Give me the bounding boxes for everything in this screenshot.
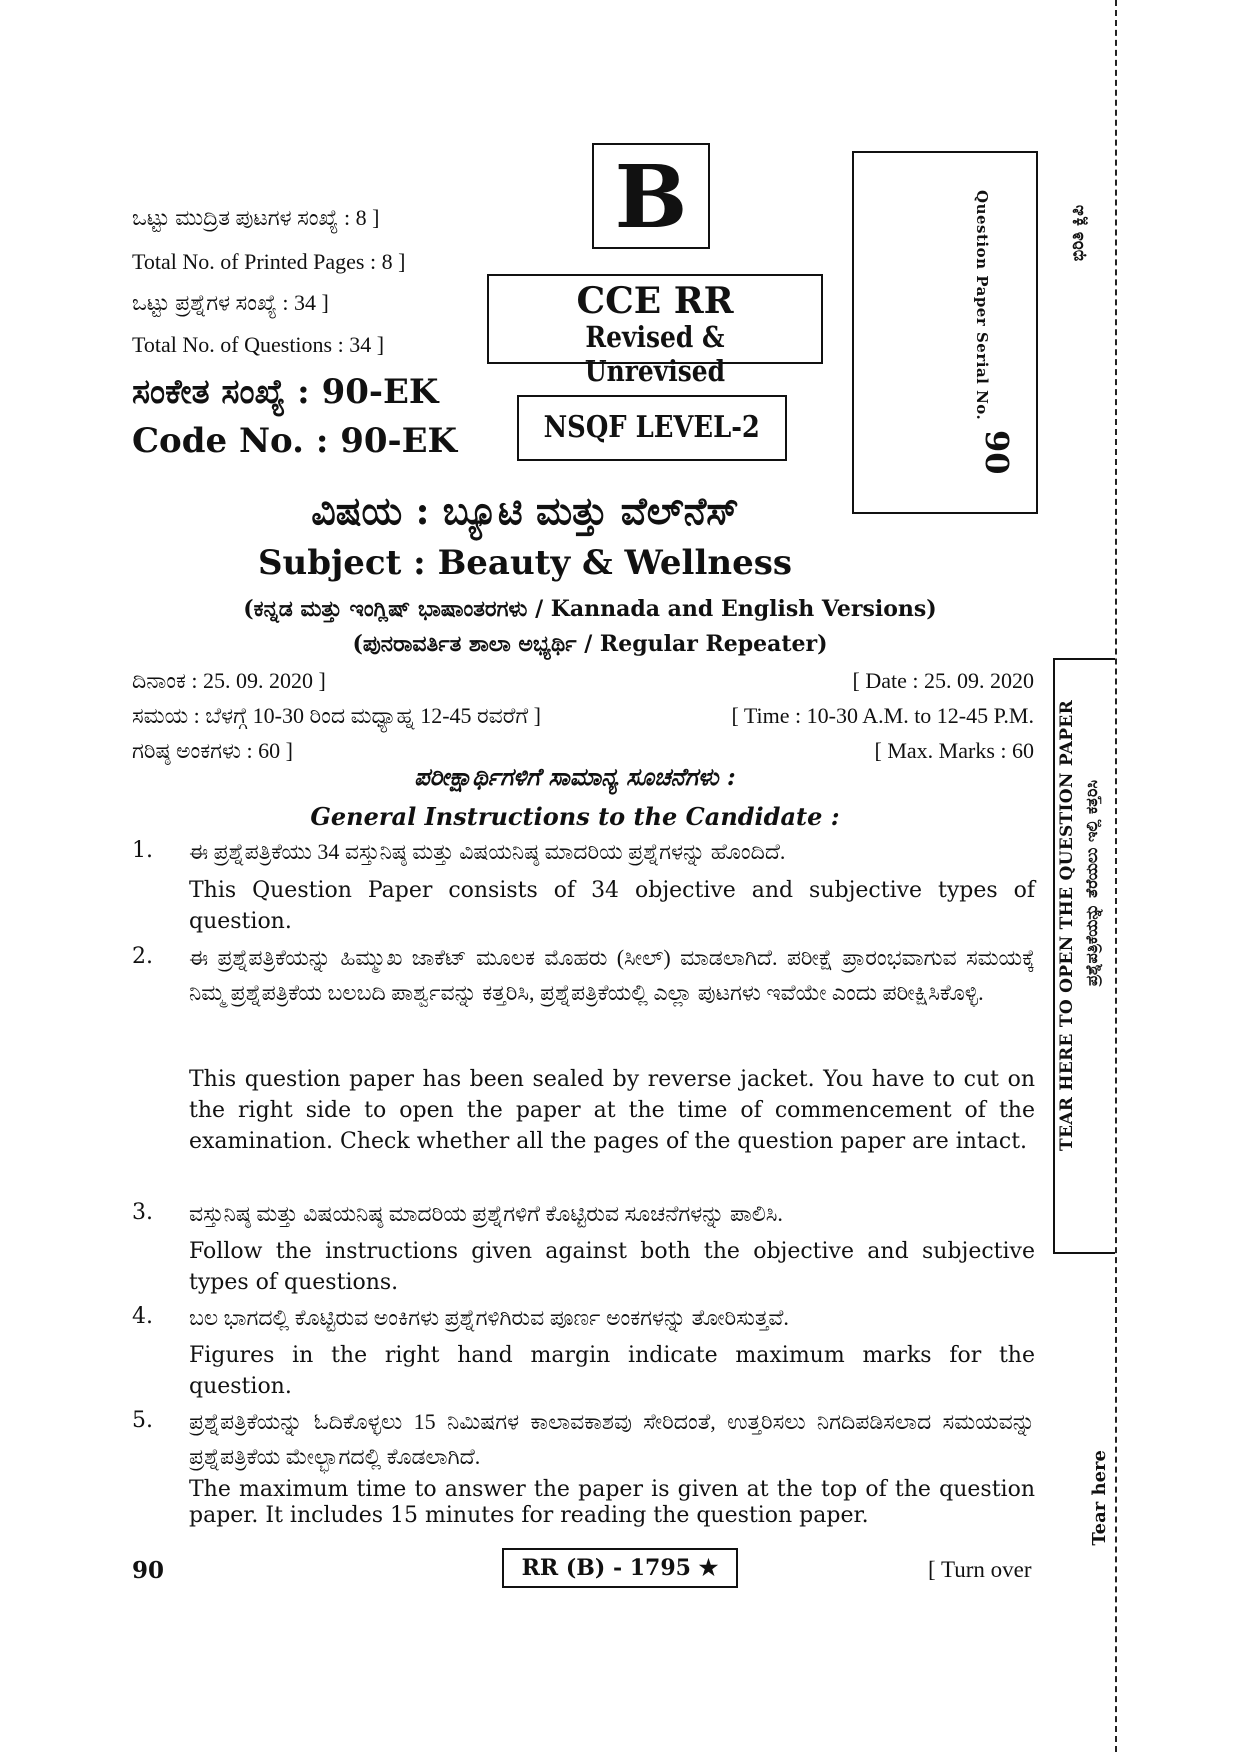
- instruction-kannada: ಬಲ ಭಾಗದಲ್ಲಿ ಕೊಟ್ಟಿರುವ ಅಂಕಿಗಳು ಪ್ರಶ್ನೆಗಳಿಗಿರುವ ಪೂರ್ಣ ಅಂಕಗಳನ್ನು ತೋರಿಸುತ್ತವೆ.: [189, 1305, 789, 1330]
- instructions-heading-kannada: ಪರೀಕ್ಷಾರ್ಥಿಗಳಿಗೆ ಸಾಮಾನ್ಯ ಸೂಚನೆಗಳು :: [414, 762, 736, 791]
- versions-line: (ಕನ್ನಡ ಮತ್ತು ಇಂಗ್ಲಿಷ್ ಭಾಷಾಂತರಗಳು / Kannada and English Versions): [243, 596, 937, 622]
- page-code: 90: [132, 1557, 165, 1584]
- instruction-kannada: ವಸ್ತುನಿಷ್ಠ ಮತ್ತು ವಿಷಯನಿಷ್ಠ ಮಾದರಿಯ ಪ್ರಶ್ನೆಗಳಿಗೆ ಕೊಟ್ಟಿರುವ ಸೂಚನೆಗಳನ್ನು ಪಾಲಿಸಿ.: [189, 1201, 783, 1226]
- repeater-line: (ಪುನರಾವರ್ತಿತ ಶಾಲಾ ಅಭ್ಯರ್ಥಿ / Regular Repeater): [352, 631, 828, 657]
- marks-english: [ Max. Marks : 60: [874, 738, 1034, 763]
- instruction-english: The maximum time to answer the paper is given at the top of the question paper. It includes 15 minutes for reading the question paper.: [189, 1477, 1035, 1528]
- questions-english: Total No. of Questions : 34 ]: [132, 332, 385, 357]
- instruction-number: 4.: [132, 1304, 153, 1329]
- instruction-number: 2.: [132, 944, 153, 969]
- pages-english: Total No. of Printed Pages : 8 ]: [132, 249, 406, 274]
- serial-number-value: 90: [978, 430, 1016, 475]
- cce-subtitle: Revised & Unrevised: [584, 320, 726, 388]
- instruction-kannada: ಪ್ರಶ್ನೆಪತ್ರಿಕೆಯನ್ನು ಓದಿಕೊಳ್ಳಲು 15 ನಿಮಿಷಗಳ ಕಾಲಾವಕಾಶವು ಸೇರಿದಂತೆ, ಉತ್ತರಿಸಲು ನಿಗದಿಪಡಿಸಲಾದ ಸಮಯವನ್ನು ಪ್ರಶ್ನೆಪತ್ರಿಕೆಯ ಮೇಲ್ಭಾಗದಲ್ಲಿ ಕೊಡಲಾಗಿದೆ.: [189, 1409, 1035, 1469]
- code-kannada: ಸಂಕೇತ ಸಂಖ್ಯೆ : 90-EK: [132, 372, 439, 412]
- tear-instruction-english: TEAR HERE TO OPEN THE QUESTION PAPER: [1057, 700, 1077, 1151]
- paper-reference: RR (B) - 1795 ★: [502, 1548, 738, 1588]
- instructions-heading-english: General Instructions to the Candidate :: [310, 802, 840, 831]
- instruction-number: 5.: [132, 1408, 153, 1433]
- instruction-number: 1.: [132, 838, 153, 863]
- instruction-kannada: ಈ ಪ್ರಶ್ನೆಪತ್ರಿಕೆಯನ್ನು ಹಿಮ್ಮುಖ ಜಾಕೆಟ್ ಮೂಲಕ ಮೊಹರು (ಸೀಲ್) ಮಾಡಲಾಗಿದೆ. ಪರೀಕ್ಷೆ ಪ್ರಾರಂಭವಾಗುವ ಸಮಯಕ್ಕೆ ನಿಮ್ಮ ಪ್ರಶ್ನೆಪತ್ರಿಕೆಯ ಬಲಬದಿ ಪಾರ್ಶ್ವವನ್ನು ಕತ್ತರಿಸಿ, ಪ್ರಶ್ನೆಪತ್ರಿಕೆಯಲ್ಲಿ ಎಲ್ಲಾ ಪುಟಗಳು ಇವೆಯೇ ಎಂದು ಪರೀಕ್ಷಿಸಿಕೊಳ್ಳಿ.: [189, 945, 1035, 1005]
- cce-title: CCE RR: [576, 280, 734, 322]
- questions-kannada: ಒಟ್ಟು ಪ್ರಶ್ನೆಗಳ ಸಂಖ್ಯೆ : 34 ]: [132, 290, 329, 315]
- tear-line: [1115, 0, 1117, 1752]
- turn-over-label: [ Turn over: [928, 1557, 1032, 1582]
- nsqf-box: [517, 395, 787, 461]
- subject-kannada: ವಿಷಯ : ಬ್ಯೂಟಿ ಮತ್ತು ವೆಲ್‌ನೆಸ್: [311, 488, 739, 533]
- subject-english: Subject : Beauty & Wellness: [257, 543, 793, 583]
- instruction-english: Follow the instructions given against both the objective and subjective types of questions.: [189, 1239, 1035, 1295]
- cce-box: [487, 274, 823, 388]
- version-letter-box: B: [592, 143, 710, 249]
- instruction-english: Figures in the right hand margin indicate maximum marks for the question.: [189, 1343, 1035, 1399]
- pages-kannada: ಒಟ್ಟು ಮುದ್ರಿತ ಪುಟಗಳ ಸಂಖ್ಯೆ : 8 ]: [132, 205, 380, 230]
- code-english: Code No. : 90-EK: [132, 421, 458, 461]
- serial-number-label: Question Paper Serial No.: [973, 190, 991, 421]
- date-english: [ Date : 25. 09. 2020: [852, 668, 1034, 693]
- instruction-english: This question paper has been sealed by reverse jacket. You have to cut on the right side to open the paper at the time of commencement of the examination. Check whether all the pages of the question paper are intact.: [189, 1067, 1035, 1154]
- nsqf-label: NSQF LEVEL-2: [543, 410, 761, 445]
- time-kannada: ಸಮಯ : ಬೆಳಗ್ಗೆ 10-30 ರಿಂದ ಮಧ್ಯಾಹ್ನ 12-45 ರವರೆಗೆ ]: [132, 703, 541, 728]
- margin-kannada-top: ಭಿರಿತಿ ಕ್ಲಿಪಿ: [1068, 205, 1088, 262]
- tear-here-label: Tear here: [1089, 1450, 1110, 1546]
- instruction-kannada: ಈ ಪ್ರಶ್ನೆಪತ್ರಿಕೆಯು 34 ವಸ್ತುನಿಷ್ಠ ಮತ್ತು ವಿಷಯನಿಷ್ಠ ಮಾದರಿಯ ಪ್ರಶ್ನೆಗಳನ್ನು ಹೊಂದಿದೆ.: [189, 839, 786, 864]
- time-english: [ Time : 10-30 A.M. to 12-45 P.M.: [731, 703, 1034, 728]
- tear-instruction-kannada: ಪ್ರಶ್ನೆಪತ್ರಿಕೆಯನ್ನು ತೆರೆಯಲು ಇಲ್ಲಿ ಕತ್ತರಿಸಿ: [1082, 780, 1101, 987]
- instruction-number: 3.: [132, 1200, 153, 1225]
- instruction-english: This Question Paper consists of 34 objective and subjective types of question.: [189, 878, 1035, 934]
- marks-kannada: ಗರಿಷ್ಠ ಅಂಕಗಳು : 60 ]: [132, 738, 293, 763]
- date-kannada: ದಿನಾಂಕ : 25. 09. 2020 ]: [132, 668, 326, 693]
